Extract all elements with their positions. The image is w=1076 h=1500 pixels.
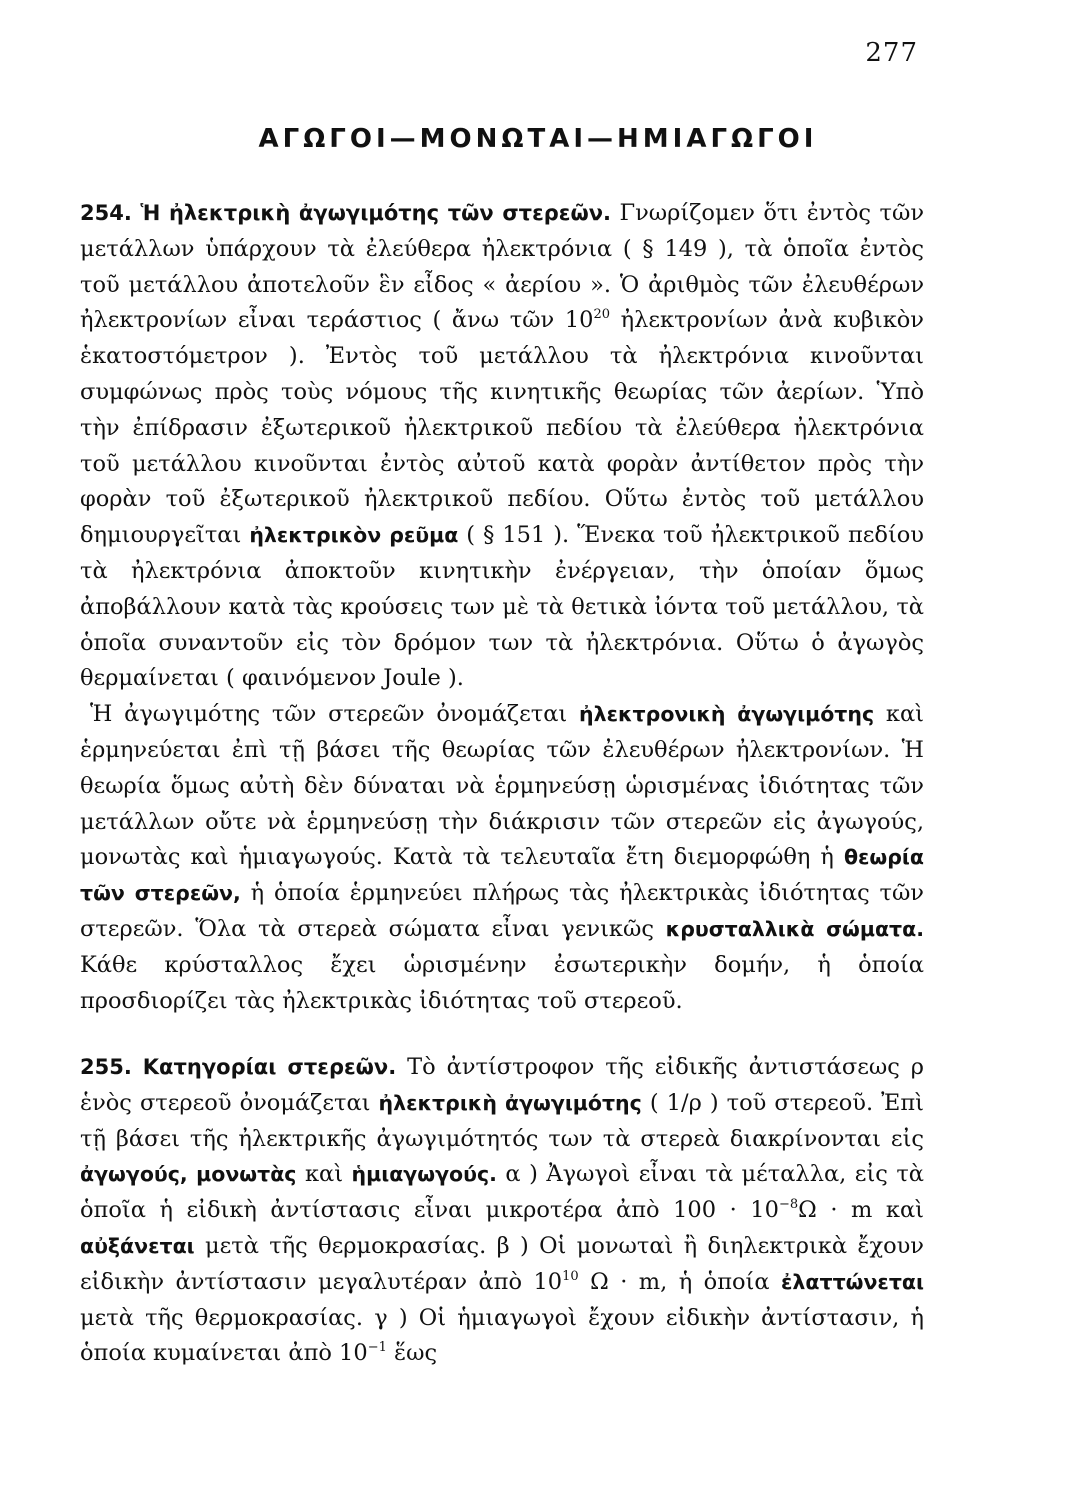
text-run: ἠλεκτρονίων ἀνὰ κυβικὸν ἑκατοστόμετρον ). Ἐντὸς τοῦ μετάλλου τὰ ἠλεκτρόνια κινοῦνται συμφώνως πρὸς τοὺς νόμους τῆς κινητικῆς θεωρίας τῶν ἀερίων. Ὑπὸ τὴν ἐπίδρασιν ἐξωτερικοῦ ἠλεκτρικοῦ πεδίου τὰ ἐλεύθερα ἠλεκτρόνια τοῦ μετάλλου κινοῦνται ἐντὸς αὐτοῦ κατὰ φορὰν ἀντίθετον πρὸς τὴν φορὰν τοῦ ἐξωτερικοῦ ἠλεκτρικοῦ πεδίου. Οὕτω ἐντὸς τοῦ μετάλλου δημιουργεῖται <box>80 307 924 549</box>
chapter-title: ΑΓΩΓΟΙ—ΜΟΝΩΤΑΙ—ΗΜΙΑΓΩΓΟΙ <box>258 124 818 154</box>
text-run: Κάθε κρύσταλλος ἔχει ὡρισμένην ἐσωτερικὴν δομήν, ἡ ὁποία προσδιορίζει τὰς ἠλεκτρικὰς ἰδιότητας τοῦ στερεοῦ. <box>80 951 924 1014</box>
section-255-number: 255. <box>80 1055 132 1079</box>
section-254 <box>80 196 924 1019</box>
bold-term: θεωρία τῶν στερεῶν, <box>80 845 924 906</box>
text-run: ἕως <box>386 1340 438 1367</box>
text-run: α ) Ἀγωγοὶ εἶναι τὰ μέταλλα, εἰς τὰ ὁποῖα ἡ εἰδικὴ ἀντίστασις εἶναι μικροτέρα ἀπὸ 100 · 10 <box>80 1161 925 1224</box>
bold-term: ἀγωγούς, μονωτὰς <box>80 1162 297 1187</box>
bold-term: ἠλεκτρικὴ ἀγωγιμότης <box>378 1090 642 1115</box>
bold-term: ἐλαττώνεται <box>781 1269 924 1294</box>
bold-term: αὐξάνεται <box>80 1233 195 1258</box>
section-255 <box>80 1050 924 1372</box>
section-255-paragraph-1 <box>80 1050 924 1372</box>
bold-term: ἠλεκτρικὸν ρεῦμα <box>249 523 459 548</box>
text-run: Ω · m, ἡ ὁποία <box>578 1268 782 1295</box>
text-run: ἡ ὁποία ἑρμηνεύει πλήρως τὰς ἠλεκτρικὰς ἰδιότητας τῶν στερεῶν. Ὅλα τὰ στερεὰ σώματα εἶναι γενικῶς <box>80 880 924 942</box>
exponent: −8 <box>778 1197 799 1213</box>
section-255-heading: Κατηγορίαι στερεῶν. <box>142 1055 397 1079</box>
page-number: 277 <box>865 38 918 68</box>
text-run: καὶ ἑρμηνεύεται ἐπὶ τῇ βάσει τῆς θεωρίας τῶν ἐλευθέρων ἠλεκτρονίων. Ἡ θεωρία ὅμως αὐτὴ δὲν δύναται νὰ ἑρμηνεύσῃ ὡρισμένας ἰδιότητας τῶν μετάλλων οὔτε νὰ ἑρμηνεύσῃ τὴν διάκρισιν τῶν στερεῶν εἰς ἀγωγούς, μονωτὰς καὶ ἡμιαγωγούς. Κατὰ τὰ τελευταῖα ἔτη διεμορφώθη ἡ <box>80 701 924 871</box>
bold-term: ἡμιαγωγούς. <box>351 1162 497 1187</box>
section-254-number: 254. <box>80 201 132 225</box>
exponent: 10 <box>562 1268 579 1284</box>
text-run: καὶ <box>296 1161 352 1188</box>
text-run: Τὸ ἀντίστροφον τῆς εἰδικῆς ἀντιστάσεως ρ ἑνὸς στερεοῦ ὀνομάζεται <box>80 1054 924 1116</box>
section-254-paragraph-1 <box>80 196 924 697</box>
exponent: 20 <box>593 307 611 323</box>
bold-term: κρυσταλλικὰ σώματα. <box>665 916 924 941</box>
text-run: μετὰ τῆς θερμοκρασίας. β ) Οἱ μονωταὶ ἢ διηλεκτρικὰ ἔχουν εἰδικὴν ἀντίστασιν μεγαλυτέραν ἀπὸ 10 <box>80 1232 924 1295</box>
text-run: Ω · m καὶ <box>798 1197 924 1224</box>
text-run: μετὰ τῆς θερμοκρασίας. γ ) Οἱ ἡμιαγωγοὶ ἔχουν εἰδικὴν ἀντίστασιν, ἡ ὁποία κυμαίνεται ἀπὸ 10 <box>80 1304 924 1367</box>
bold-term: ἠλεκτρονικὴ ἀγωγιμότης <box>579 702 875 727</box>
text-run: Ἡ ἀγωγιμότης τῶν στερεῶν ὀνομάζεται <box>90 701 580 728</box>
text-run: ( 1/ρ ) τοῦ στερεοῦ. Ἐπὶ τῇ βάσει τῆς ἠλεκτρικῆς ἀγωγιμότητός των τὰ στερεὰ διακρίνονται εἰς <box>80 1089 924 1152</box>
exponent: −1 <box>367 1340 387 1356</box>
text-run: Γνωρίζομεν ὅτι ἐντὸς τῶν μετάλλων ὑπάρχουν τὰ ἐλεύθερα ἠλεκτρόνια ( § 149 ), τὰ ὁποῖα ἐντὸς τοῦ μετάλλου ἀποτελοῦν ἓν εἶδος « ἀερίου ». Ὁ ἀριθμὸς τῶν ἐλευθέρων ἠλεκτρονίων εἶναι τεράστιος ( ἄνω τῶν 10 <box>80 200 924 334</box>
section-254-heading: Ἡ ἠλεκτρικὴ ἀγωγιμότης τῶν στερεῶν. <box>140 201 612 225</box>
text-run: ( § 151 ). Ἕνεκα τοῦ ἠλεκτρικοῦ πεδίου τὰ ἠλεκτρόνια ἀποκτοῦν κινητικὴν ἐνέργειαν, τὴν ὁποίαν ὅμως ἀποβάλλουν κατὰ τὰς κρούσεις των μὲ τὰ θετικὰ ἰόντα τοῦ μετάλλου, τὰ ὁποῖα συναντοῦν εἰς τὸν δρόμον των τὰ ἠλεκτρόνια. Οὕτω ὁ ἀγωγὸς θερμαίνεται ( φαινόμενον Joule ). <box>80 522 924 692</box>
section-254-paragraph-2 <box>80 697 924 1019</box>
